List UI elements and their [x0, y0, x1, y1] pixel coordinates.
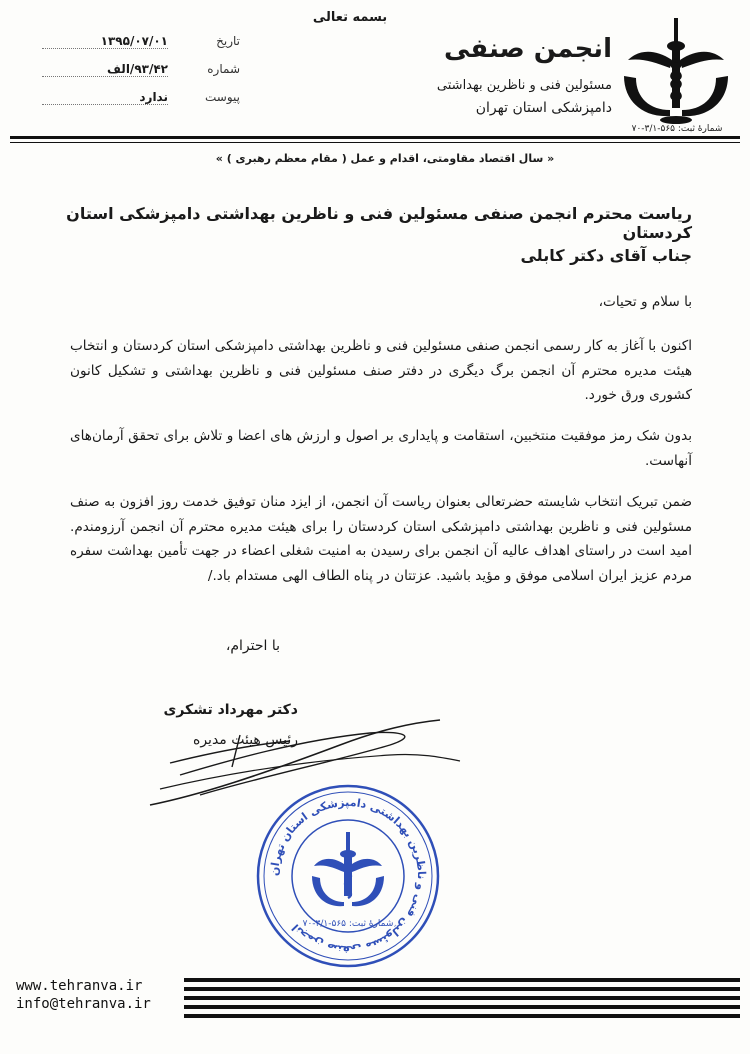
association-logo	[614, 16, 738, 128]
addressee-title: ریاست محترم انجمن صنفی مسئولین فنی و ناظرین بهداشتی دامپزشکی استان کردستان	[66, 204, 692, 242]
paragraph-1: اکنون با آغاز به کار رسمی انجمن صنفی مسئولین فنی و ناظرین بهداشتی دامپزشکی استان کردستان و انتخاب هیئت مدیره محترم آن انجمن برگ دیگری در دفتر صنف مسئولین فنی و ناظرین بهداشتی و تشکیل کانون کشوری ورق خورد.	[70, 338, 692, 404]
signer-title: رئیس هیئت مدیره	[192, 732, 298, 748]
signer-name: دکتر مهرداد تشکری	[163, 702, 298, 718]
date-label: تاریخ	[216, 34, 240, 48]
stamp-ring-text: انجمن صنفی مسئولین فنی و ناظرین بهداشتی دامپزشکی استان تهران	[267, 795, 429, 957]
stamp-registration: شمارهٔ ثبت: ۵۶۵-۳/۱-۷۰	[302, 919, 394, 929]
website-link[interactable]: www.tehranva.ir	[16, 978, 143, 994]
year-motto: « سال اقتصاد مقاومتی، اقدام و عمل ( مقام معظم رهبری ) »	[215, 152, 555, 165]
greeting: با سلام و تحیات،	[598, 294, 692, 310]
date-row	[40, 34, 240, 56]
number-label: شماره	[207, 62, 240, 76]
organization-name: انجمن صنفی	[443, 34, 612, 64]
footer-bar-2	[184, 987, 740, 991]
closing: با احترام،	[225, 638, 280, 654]
attachment-row	[40, 90, 240, 112]
organization-subtitle-2: دامپزشکی استان تهران	[475, 100, 612, 116]
footer-bar-3	[184, 996, 740, 1000]
footer-bar-5	[184, 1014, 740, 1018]
addressee-name: جناب آقای دکتر کابلی	[520, 246, 692, 265]
header-divider-thick	[10, 136, 740, 139]
header-divider-thin	[10, 142, 740, 143]
paragraph-3: ضمن تبریک انتخاب شایسته حضرتعالی بعنوان ریاست آن انجمن، از ایزد منان توفیق خدمت روز افزون به صنف مسئولین فنی و ناظرین بهداشتی دامپزشکی استان کردستان را برای هیئت مدیره محترم آن انجمن آرزومندم. امید است در راستای اهداف عالیه آن انجمن برای رسیدن به امنیت شغلی اعضاء در جهت تأمین بهداشت سفره مردم عزیز ایران اسلامی موفق و مؤید باشید. عزتتان در پناه الطاف الهی مستدام باد./	[70, 494, 692, 584]
organization-subtitle-1: مسئولین فنی و ناظرین بهداشتی	[436, 78, 612, 93]
footer-bar-1	[184, 978, 740, 982]
number-row	[40, 62, 240, 84]
official-stamp	[252, 780, 444, 972]
paragraph-2: بدون شک رمز موفقیت منتخبین، استقامت و پایداری بر اصول و ارزش های اعضا و تلاش برای تحقق آرمان‌های آنهاست.	[70, 428, 692, 469]
attachment-label: پیوست	[205, 90, 240, 104]
invocation: بسمه تعالی	[312, 10, 388, 25]
date-value: ۱۳۹۵/۰۷/۰۱	[42, 34, 168, 49]
number-value: ۹۳/۴۲/الف	[42, 62, 168, 77]
registration-number: شمارهٔ ثبت: ۵۶۵-۳/۱-۷۰	[631, 124, 723, 134]
email-link[interactable]: info@tehranva.ir	[16, 996, 151, 1012]
footer-bar-4	[184, 1005, 740, 1009]
attachment-value: ندارد	[42, 90, 168, 105]
